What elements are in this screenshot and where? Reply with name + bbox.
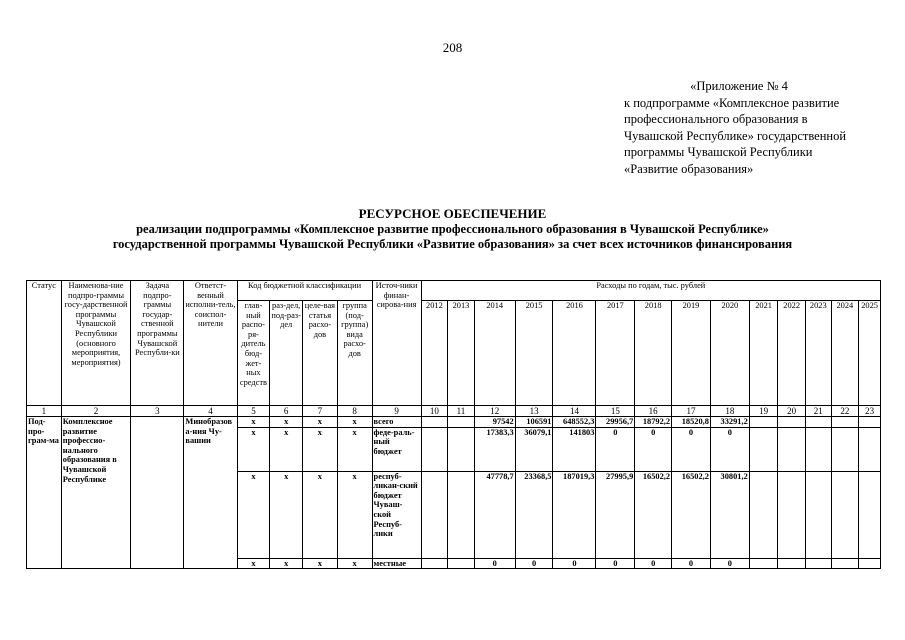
column-number: 23	[859, 406, 881, 417]
value-cell: 0	[635, 427, 672, 471]
header-target: целе-вая статья расхо-дов	[303, 301, 338, 406]
value-cell: 16502,2	[635, 471, 672, 558]
column-number: 1	[27, 406, 62, 417]
value-cell: 30801,2	[710, 471, 749, 558]
header-year: 2014	[474, 301, 515, 406]
value-cell	[448, 558, 475, 569]
appendix-note	[624, 78, 854, 177]
value-cell	[859, 471, 881, 558]
code-cell: х	[337, 471, 372, 558]
value-cell: 0	[672, 427, 711, 471]
code-cell: х	[337, 427, 372, 471]
header-year: 2023	[805, 301, 831, 406]
header-manager: глав-ный распо-ря-дитель бюд-жет-ных средств	[237, 301, 270, 406]
value-cell: 0	[710, 558, 749, 569]
code-cell: х	[270, 558, 303, 569]
title-line-2: реализации подпрограммы «Комплексное развитие профессионального образования в Чувашской Республике»	[136, 221, 769, 236]
value-cell	[448, 471, 475, 558]
value-cell	[421, 558, 448, 569]
source-cell: респуб-ликан-ский бюджет Чуваш-ской Респуб-лики	[372, 471, 421, 558]
value-cell: 33291,2	[710, 417, 749, 428]
value-cell: 97542	[474, 417, 515, 428]
code-cell: х	[337, 558, 372, 569]
column-number: 15	[596, 406, 635, 417]
header-year: 2016	[553, 301, 596, 406]
value-cell: 0	[553, 558, 596, 569]
executor-cell: Минобразова-ния Чу-вашии	[184, 417, 237, 569]
value-cell: 0	[635, 558, 672, 569]
column-number: 6	[270, 406, 303, 417]
value-cell: 47778,7	[474, 471, 515, 558]
header-year: 2018	[635, 301, 672, 406]
value-cell	[448, 427, 475, 471]
value-cell: 648552,3	[553, 417, 596, 428]
column-number: 5	[237, 406, 270, 417]
value-cell	[805, 471, 831, 558]
column-number: 21	[805, 406, 831, 417]
code-cell: х	[237, 558, 270, 569]
value-cell: 17383,3	[474, 427, 515, 471]
value-cell: 0	[474, 558, 515, 569]
header-year: 2019	[672, 301, 711, 406]
value-cell	[805, 427, 831, 471]
header-budget-code: Код бюджетной классификации	[237, 281, 372, 301]
name-cell: Комплексное развитие профессио-нального образования в Чувашской Республике	[61, 417, 131, 569]
value-cell: 29956,7	[596, 417, 635, 428]
code-cell: х	[303, 427, 338, 471]
header-task: Задача подпро-граммы государ-ственной программы Чувашской Республи-ки	[131, 281, 184, 406]
value-cell	[831, 471, 859, 558]
value-cell	[421, 471, 448, 558]
value-cell: 23368,5	[515, 471, 553, 558]
column-number: 17	[672, 406, 711, 417]
value-cell: 0	[515, 558, 553, 569]
code-cell: х	[270, 417, 303, 428]
column-number: 20	[778, 406, 806, 417]
header-executor: Ответст-венный исполни-тель, соиспол-нители	[184, 281, 237, 406]
value-cell	[749, 558, 778, 569]
header-year: 2020	[710, 301, 749, 406]
value-cell: 16502,2	[672, 471, 711, 558]
value-cell	[749, 427, 778, 471]
value-cell: 18792,2	[635, 417, 672, 428]
code-cell: х	[270, 427, 303, 471]
value-cell: 0	[596, 558, 635, 569]
value-cell	[749, 417, 778, 428]
appendix-title: «Приложение № 4	[690, 79, 788, 93]
value-cell: 106591	[515, 417, 553, 428]
value-cell	[778, 427, 806, 471]
header-section: раз-дел, под-раз-дел	[270, 301, 303, 406]
header-status: Статус	[27, 281, 62, 406]
value-cell: 0	[710, 427, 749, 471]
document-title	[0, 206, 905, 253]
header-name: Наименова-ние подпро-граммы госу-дарственной программы Чувашской Республики (основного мероприятия, мероприятия)	[61, 281, 131, 406]
source-cell: всего	[372, 417, 421, 428]
header-year: 2021	[749, 301, 778, 406]
column-number: 11	[448, 406, 475, 417]
column-number: 4	[184, 406, 237, 417]
value-cell	[859, 427, 881, 471]
header-year: 2013	[448, 301, 475, 406]
task-cell	[131, 417, 184, 569]
value-cell	[421, 417, 448, 428]
page-number: 208	[442, 40, 463, 55]
source-cell: феде-раль-ный бюджет	[372, 427, 421, 471]
column-number: 13	[515, 406, 553, 417]
value-cell: 36079,1	[515, 427, 553, 471]
header-year: 2025	[859, 301, 881, 406]
column-number-row	[27, 406, 881, 417]
value-cell: 141803	[553, 427, 596, 471]
title-line-1: РЕСУРСНОЕ ОБЕСПЕЧЕНИЕ	[358, 206, 547, 221]
resource-table	[26, 280, 881, 569]
value-cell	[778, 471, 806, 558]
code-cell: х	[303, 417, 338, 428]
value-cell	[778, 558, 806, 569]
value-cell	[831, 558, 859, 569]
table-row	[27, 417, 881, 428]
column-number: 16	[635, 406, 672, 417]
value-cell	[421, 427, 448, 471]
source-cell: местные	[372, 558, 421, 569]
value-cell	[831, 427, 859, 471]
column-number: 2	[61, 406, 131, 417]
code-cell: х	[237, 427, 270, 471]
header-expenses: Расходы по годам, тыс. рублей	[421, 281, 880, 301]
header-source: Источ-ники финан-сирова-ния	[372, 281, 421, 406]
value-cell	[778, 417, 806, 428]
header-year: 2015	[515, 301, 553, 406]
header-group: группа (под-группа) вида расхо-дов	[337, 301, 372, 406]
value-cell: 187019,3	[553, 471, 596, 558]
title-line-3: государственной программы Чувашской Республики «Развитие образования» за счет всех источников финансирования	[112, 237, 793, 251]
column-number: 12	[474, 406, 515, 417]
column-number: 7	[303, 406, 338, 417]
column-number: 9	[372, 406, 421, 417]
column-number: 8	[337, 406, 372, 417]
header-year: 2024	[831, 301, 859, 406]
value-cell	[749, 471, 778, 558]
header-year: 2017	[596, 301, 635, 406]
code-cell: х	[237, 417, 270, 428]
column-number: 18	[710, 406, 749, 417]
column-number: 14	[553, 406, 596, 417]
appendix-text: к подпрограмме «Комплексное развитие профессионального образования в Чувашской Республике» государственной программы Чувашской Республики «Развитие образования»	[624, 95, 847, 176]
status-cell: Под-про-грам-ма	[27, 417, 62, 569]
column-number: 10	[421, 406, 448, 417]
code-cell: х	[303, 558, 338, 569]
header-year: 2012	[421, 301, 448, 406]
code-cell: х	[270, 471, 303, 558]
column-number: 19	[749, 406, 778, 417]
value-cell	[859, 417, 881, 428]
value-cell: 0	[596, 427, 635, 471]
column-number: 3	[131, 406, 184, 417]
column-number: 22	[831, 406, 859, 417]
value-cell: 27995,9	[596, 471, 635, 558]
value-cell: 18520,8	[672, 417, 711, 428]
code-cell: х	[237, 471, 270, 558]
value-cell	[859, 558, 881, 569]
value-cell	[448, 417, 475, 428]
value-cell	[805, 558, 831, 569]
value-cell	[831, 417, 859, 428]
value-cell	[805, 417, 831, 428]
code-cell: х	[337, 417, 372, 428]
header-year: 2022	[778, 301, 806, 406]
value-cell: 0	[672, 558, 711, 569]
code-cell: х	[303, 471, 338, 558]
